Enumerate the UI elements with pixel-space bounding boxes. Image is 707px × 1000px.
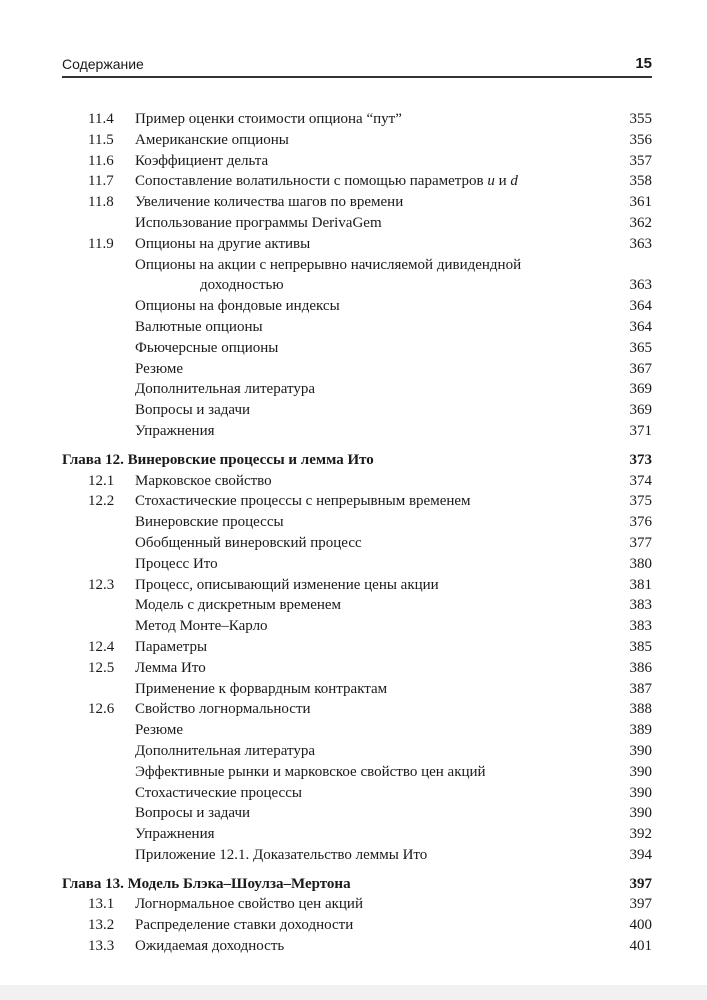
entry-number: 12.4 (88, 638, 115, 655)
entry-title: Опционы на фондовые индексы (135, 298, 340, 315)
entry-page: 390 (629, 763, 652, 780)
entry-number: 11.7 (88, 173, 114, 190)
entry-page: 397 (629, 896, 652, 913)
entry-title: Использование программы DerivaGem (135, 214, 382, 231)
running-header (62, 56, 652, 78)
toc-entry (0, 741, 707, 762)
entry-page: 355 (629, 111, 652, 127)
entry-title: Увеличение количества шагов по времени (135, 194, 404, 211)
entry-page: 363 (629, 277, 652, 294)
entry-page: 362 (629, 214, 652, 231)
toc-entry (0, 471, 707, 492)
entry-title: Дополнительная литература (135, 742, 315, 759)
entry-title: Упражнения (135, 826, 215, 843)
entry-title: Лемма Ито (135, 659, 206, 676)
entry-page: 371 (629, 422, 652, 439)
entry-page: 401 (629, 938, 652, 955)
page-number: 15 (635, 55, 652, 72)
entry-title: Резюме (135, 360, 184, 377)
entry-page: 392 (629, 826, 652, 843)
entry-page: 373 (629, 451, 652, 468)
entry-title: Процесс, описывающий изменение цены акции (135, 576, 439, 593)
entry-title: Дополнительная литература (135, 381, 315, 398)
toc-entry (0, 317, 707, 338)
entry-title: доходностью (200, 277, 284, 294)
entry-title: Сопоставление волатильности с помощью параметров u и d (135, 173, 518, 190)
entry-number: 12.1 (88, 472, 115, 489)
toc-entry (0, 658, 707, 679)
entry-page: 376 (629, 514, 652, 531)
entry-page: 390 (629, 742, 652, 759)
entry-page: 383 (629, 618, 652, 635)
toc-entry (0, 575, 707, 596)
entry-page: 361 (629, 194, 652, 211)
toc-entry (0, 400, 707, 421)
toc-entry (0, 783, 707, 804)
entry-title: Глава 12. Винеровские процессы и лемма Ито (62, 451, 374, 468)
toc-entry (0, 359, 707, 380)
entry-page: 377 (629, 534, 652, 551)
entry-title: Процесс Ито (135, 555, 218, 572)
entry-title: Вопросы и задачи (135, 402, 251, 419)
entry-title: Опционы на акции с непрерывно начисляемой дивидендной (135, 256, 522, 273)
entry-title: Резюме (135, 722, 184, 739)
toc-entry (0, 554, 707, 575)
entry-title: Американские опционы (135, 131, 289, 148)
header-title: Содержание (62, 56, 144, 72)
toc-entry (0, 491, 707, 512)
entry-page: 374 (629, 472, 652, 489)
toc-entry (0, 720, 707, 741)
toc-entry (0, 936, 707, 957)
entry-title: Применение к форвардным контрактам (135, 680, 388, 697)
entry-page: 363 (629, 235, 652, 252)
toc-entry (0, 234, 707, 255)
entry-number: 12.6 (88, 701, 115, 718)
entry-title: Марковское свойство (135, 472, 272, 489)
entry-title: Свойство логнормальности (135, 701, 311, 718)
entry-title: Винеровские процессы (135, 514, 284, 531)
toc-entry (0, 894, 707, 915)
entry-number: 13.2 (88, 917, 115, 934)
entry-page: 389 (629, 722, 652, 739)
entry-number: 12.3 (88, 576, 115, 593)
entry-page: 400 (629, 917, 652, 934)
toc-entry (0, 637, 707, 658)
toc-entry (0, 845, 707, 866)
entry-title: Пример оценки стоимости опциона “пут” (135, 111, 402, 127)
entry-title: Логнормальное свойство цен акций (135, 896, 363, 913)
toc-entry (0, 379, 707, 400)
entry-page: 369 (629, 381, 652, 398)
entry-number: 11.4 (88, 111, 114, 127)
entry-title: Распределение ставки доходности (135, 917, 354, 934)
entry-title: Приложение 12.1. Доказательство леммы Ито (135, 846, 428, 863)
entry-page: 383 (629, 597, 652, 614)
entry-title: Эффективные рынки и марковское свойство цен акций (135, 763, 486, 780)
toc-entry (0, 338, 707, 359)
toc-entry (0, 762, 707, 783)
entry-title: Обобщенный винеровский процесс (135, 534, 362, 551)
entry-page: 380 (629, 555, 652, 572)
entry-page: 367 (629, 360, 652, 377)
entry-page: 386 (629, 659, 652, 676)
entry-title: Ожидаемая доходность (135, 938, 285, 955)
toc-entry (0, 421, 707, 442)
entry-title: Упражнения (135, 422, 215, 439)
toc-chapter-entry (0, 874, 707, 895)
toc-entry (0, 130, 707, 151)
toc-entry (0, 803, 707, 824)
entry-title: Глава 13. Модель Блэка–Шоулза–Мертона (62, 875, 351, 892)
entry-number: 12.5 (88, 659, 115, 676)
entry-title: Вопросы и задачи (135, 805, 251, 822)
entry-number: 11.5 (88, 131, 114, 148)
entry-number: 13.3 (88, 938, 115, 955)
toc-entry (0, 616, 707, 637)
toc-entry (0, 213, 707, 234)
toc-entry (0, 171, 707, 192)
toc-entry (0, 296, 707, 317)
entry-number: 13.1 (88, 896, 115, 913)
entry-title: Фьючерсные опционы (135, 339, 279, 356)
entry-page: 397 (629, 875, 652, 892)
entry-title: Метод Монте–Карло (135, 618, 268, 635)
entry-page: 375 (629, 493, 652, 510)
entry-title: Валютные опционы (135, 318, 263, 335)
toc-entry (0, 255, 707, 276)
toc-entry (0, 824, 707, 845)
toc-entry (0, 679, 707, 700)
entry-page: 390 (629, 805, 652, 822)
toc-entry (0, 512, 707, 533)
toc-chapter-entry (0, 450, 707, 471)
toc-entry (0, 915, 707, 936)
entry-title: Модель с дискретным временем (135, 597, 342, 614)
entry-number: 11.9 (88, 235, 114, 252)
entry-title: Стохастические процессы (135, 784, 302, 801)
toc-entry (0, 595, 707, 616)
toc-entry (0, 192, 707, 213)
entry-title: Коэффициент дельта (135, 152, 269, 169)
entry-page: 394 (629, 846, 652, 863)
entry-page: 390 (629, 784, 652, 801)
entry-page: 381 (629, 576, 652, 593)
table-of-contents (0, 109, 707, 957)
entry-page: 364 (629, 318, 652, 335)
entry-page: 356 (629, 131, 652, 148)
entry-page: 364 (629, 298, 652, 315)
toc-entry (0, 699, 707, 720)
entry-number: 11.8 (88, 194, 114, 211)
entry-page: 358 (629, 173, 652, 190)
toc-entry (0, 533, 707, 554)
entry-title: Параметры (135, 638, 208, 655)
entry-number: 11.6 (88, 152, 114, 169)
toc-entry (0, 109, 707, 130)
entry-page: 357 (629, 152, 652, 169)
entry-page: 387 (629, 680, 652, 697)
entry-page: 388 (629, 701, 652, 718)
toc-entry (0, 275, 707, 296)
entry-title: Опционы на другие активы (135, 235, 311, 252)
entry-number: 12.2 (88, 493, 115, 510)
entry-page: 369 (629, 402, 652, 419)
entry-page: 365 (629, 339, 652, 356)
entry-page: 385 (629, 638, 652, 655)
toc-entry (0, 151, 707, 172)
entry-title: Стохастические процессы с непрерывным временем (135, 493, 471, 510)
